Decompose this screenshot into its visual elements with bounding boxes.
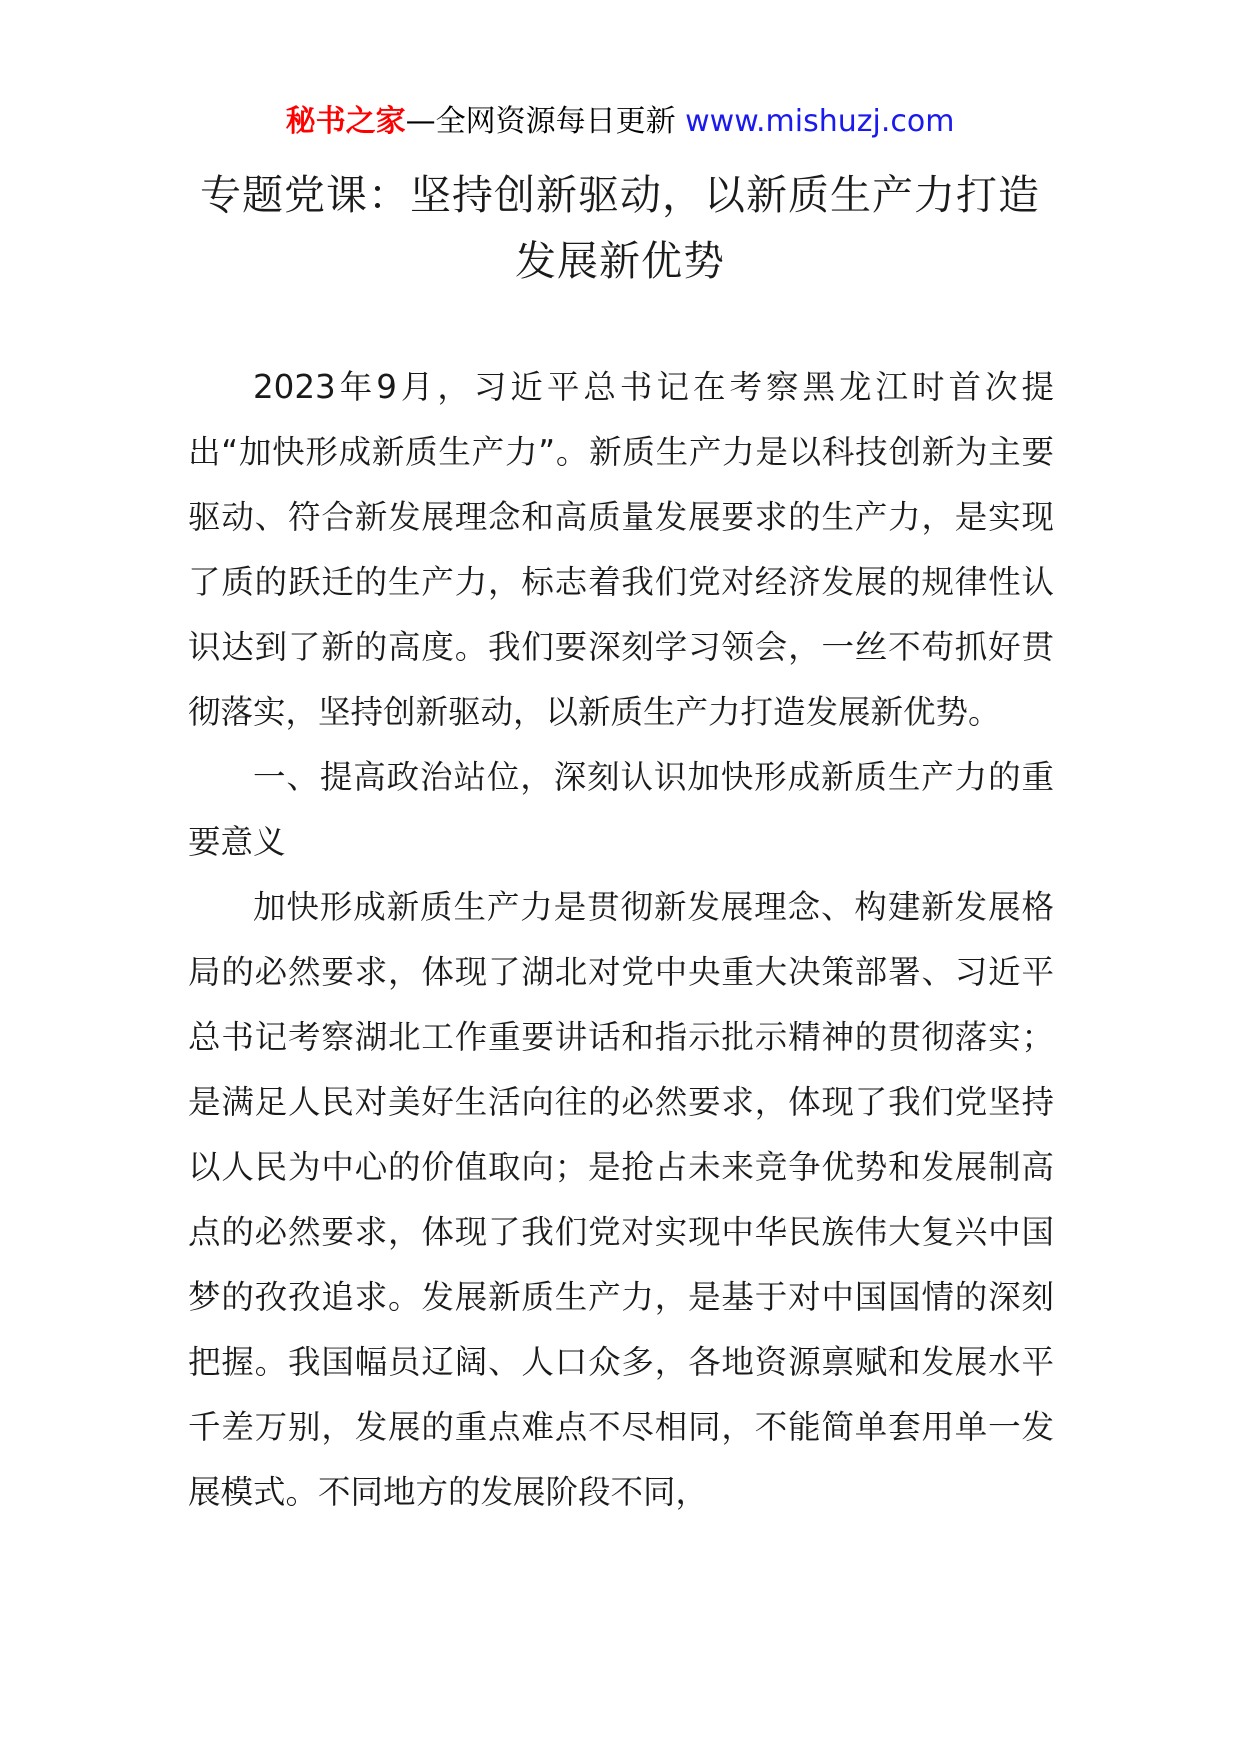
header-tagline: —全网资源每日更新	[405, 104, 686, 139]
site-header	[0, 102, 1240, 142]
paragraph-intro: 2023年9月，习近平总书记在考察黑龙江时首次提出“加快形成新质生产力”。新质生产力是以科技创新为主要驱动、符合新发展理念和高质量发展要求的生产力，是实现了质的跃迁的生产力，标志着我们党对经济发展的规律性认识达到了新的高度。我们要深刻学习领会，一丝不苟抓好贯彻落实，坚持创新驱动，以新质生产力打造发展新优势。	[188, 368, 1054, 731]
title-line-2: 发展新优势	[515, 237, 725, 285]
document-title	[160, 162, 1080, 294]
brand-name: 秘书之家	[285, 104, 406, 139]
site-url-link[interactable]: www.mishuzj.com	[685, 104, 955, 139]
section-heading-1: 一、提高政治站位，深刻认识加快形成新质生产力的重要意义	[188, 758, 1054, 861]
paragraph-section-1: 加快形成新质生产力是贯彻新发展理念、构建新发展格局的必然要求，体现了湖北对党中央重大决策部署、习近平总书记考察湖北工作重要讲话和指示批示精神的贯彻落实；是满足人民对美好生活向往的必然要求，体现了我们党坚持以人民为中心的价值取向；是抢占未来竞争优势和发展制高点的必然要求，体现了我们党对实现中华民族伟大复兴中国梦的孜孜追求。发展新质生产力，是基于对中国国情的深刻把握。我国幅员辽阔、人口众多，各地资源禀赋和发展水平千差万别，发展的重点难点不尽相同，不能简单套用单一发展模式。不同地方的发展阶段不同，	[188, 888, 1054, 1511]
document-body	[188, 355, 1054, 1525]
title-line-1: 专题党课：坚持创新驱动，以新质生产力打造	[200, 171, 1040, 219]
